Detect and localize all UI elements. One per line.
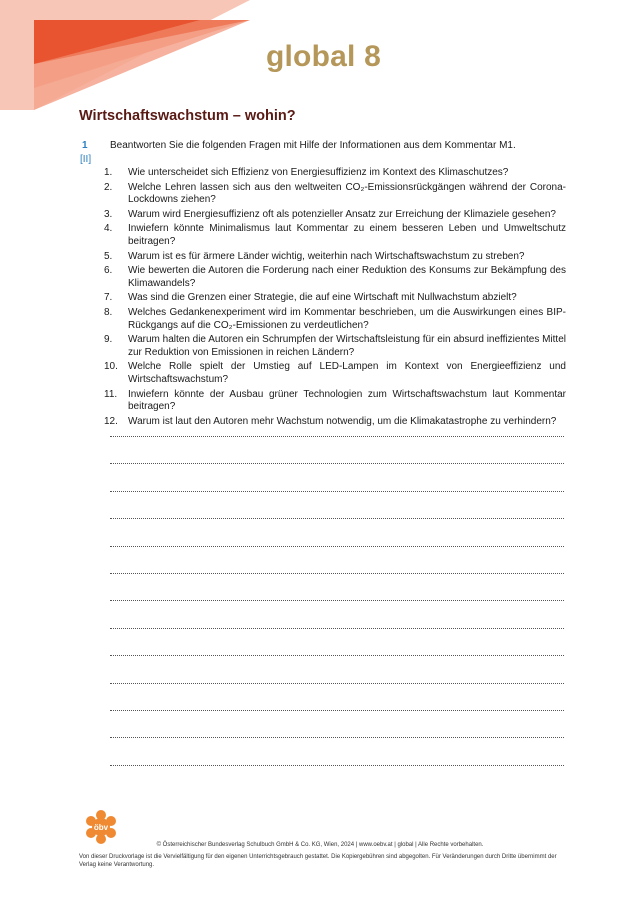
task-instruction: Beantworten Sie die folgenden Fragen mit Hilfe der Informationen aus dem Kommentar M1.: [110, 140, 516, 151]
question-text: Wie bewerten die Autoren die Forderung nach einer Reduktion des Konsums zur Bekämpfung des Klimawandels?: [128, 265, 566, 289]
question-number: 5.: [104, 250, 113, 262]
question-text: Inwiefern könnte Minimalismus laut Kommentar zu einem besseren Leben und Umweltschutz beitragen?: [128, 223, 566, 247]
answer-line[interactable]: [110, 737, 564, 764]
answer-line[interactable]: [110, 573, 564, 600]
question-item: [104, 389, 566, 414]
question-item: [104, 223, 566, 248]
question-text: Was sind die Grenzen einer Strategie, die auf eine Wirtschaft mit Nullwachstum abzielt?: [128, 292, 517, 304]
question-text: Wie unterscheidet sich Effizienz von Energiesuffizienz im Kontext des Klimaschutzes?: [128, 167, 509, 178]
oebv-logo-icon: [84, 810, 118, 844]
question-list: [104, 167, 566, 430]
question-text: Warum ist es für ärmere Länder wichtig, weiterhin nach Wirtschaftswachstum zu streben?: [128, 250, 525, 262]
header-corner-graphic: [0, 0, 260, 110]
question-number: 1.: [104, 167, 113, 178]
answer-line[interactable]: [110, 491, 564, 518]
question-text: Warum ist laut den Autoren mehr Wachstum notwendig, um die Klimakatastrophe zu verhindern?: [128, 415, 557, 427]
question-number: 2.: [104, 181, 113, 193]
question-text: Welche Rolle spielt der Umstieg auf LED-Lampen im Kontext von Energieeffizienz und Wirtschaftswachstum?: [128, 361, 566, 385]
answer-lines[interactable]: [110, 436, 564, 792]
question-text: Warum wird Energiesuffizienz oft als potenzieller Ansatz zur Erreichung der Klimaziele gesehen?: [128, 208, 556, 220]
question-item: [104, 251, 566, 264]
question-number: 3.: [104, 208, 113, 220]
brand-title: global 8: [266, 40, 381, 73]
question-text: Inwiefern könnte der Ausbau grüner Technologien zum Wirtschaftswachstum laut Kommentar beitragen?: [128, 388, 566, 413]
question-number: 6.: [104, 265, 113, 277]
task-level: [II]: [80, 154, 92, 165]
answer-line[interactable]: [110, 765, 564, 792]
question-number: 10.: [104, 361, 118, 373]
question-item: [104, 265, 566, 290]
svg-text:öbv: öbv: [93, 823, 109, 832]
question-item: [104, 361, 566, 386]
question-item: [104, 416, 566, 429]
answer-line[interactable]: [110, 683, 564, 710]
question-item: [104, 209, 566, 222]
task-number: 1: [82, 140, 88, 151]
question-text: Welches Gedankenexperiment wird im Kommentar beschrieben, um die Auswirkungen eines BIP-Rückgangs auf die CO₂-Emissionen zu verdeutlichen?: [128, 306, 566, 331]
answer-line[interactable]: [110, 546, 564, 573]
answer-line[interactable]: [110, 710, 564, 737]
answer-line[interactable]: [110, 600, 564, 627]
question-item: [104, 182, 566, 207]
footer-note: Von dieser Druckvorlage ist die Vervielfältigung für den eigenen Unterrichtsgebrauch gestattet. Die Kopiergebühren sind abgegolten. Für Veränderungen durch Dritte übernimmt der Verlag keine Verantwortung.: [79, 854, 557, 868]
question-text: Welche Lehren lassen sich aus den weltweiten CO₂-Emissionsrückgängen während der Corona-Lockdowns ziehen?: [128, 181, 566, 206]
question-text: Warum halten die Autoren ein Schrumpfen der Wirtschaftsleistung für ein absurd ineffizientes Mittel zur Reduktion von Emissionen in reichen Ländern?: [128, 334, 566, 358]
question-item: [104, 334, 566, 359]
footer-copyright: © Österreichischer Bundesverlag Schulbuch GmbH & Co. KG, Wien, 2024 | www.oebv.at | global | Alle Rechte vorbehalten.: [156, 842, 484, 848]
answer-line[interactable]: [110, 655, 564, 682]
answer-line[interactable]: [110, 628, 564, 655]
question-item: [104, 292, 566, 305]
answer-line[interactable]: [110, 463, 564, 490]
answer-line[interactable]: [110, 518, 564, 545]
question-number: 8.: [104, 306, 113, 318]
question-item: [104, 167, 566, 180]
worksheet-title: Wirtschaftswachstum – wohin?: [79, 108, 296, 124]
question-number: 4.: [104, 223, 113, 235]
question-number: 12.: [104, 415, 118, 427]
question-number: 7.: [104, 292, 113, 304]
answer-line[interactable]: [110, 436, 564, 463]
question-number: 9.: [104, 334, 113, 346]
question-number: 11.: [104, 388, 118, 400]
question-item: [104, 307, 566, 332]
